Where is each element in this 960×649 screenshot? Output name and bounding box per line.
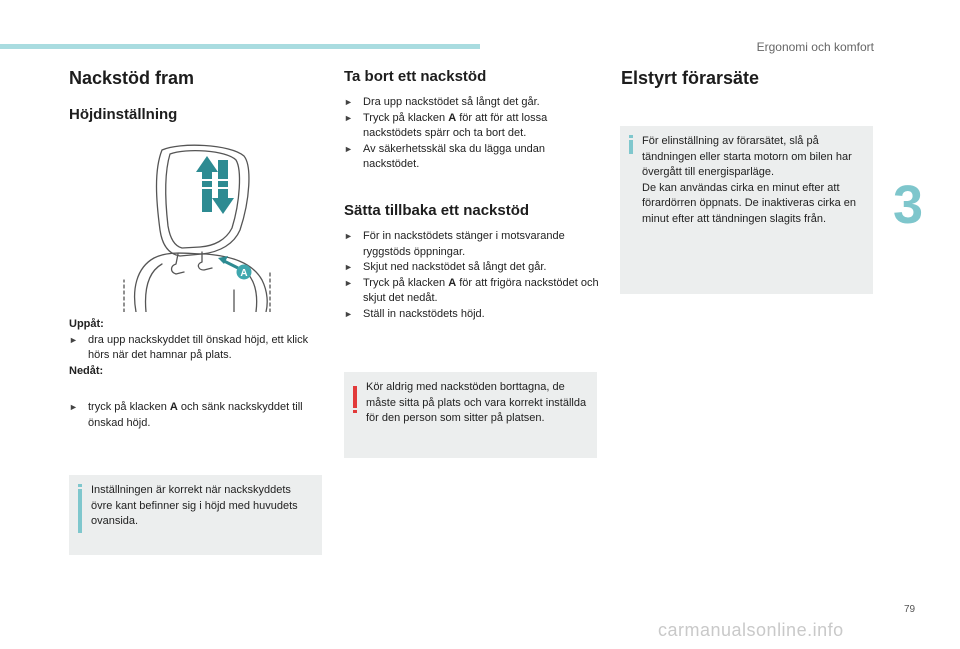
up-instructions [69,317,324,379]
headrest-illustration [110,140,280,312]
arrow-bullet-icon: ► [344,308,353,319]
header-accent-bar [0,44,480,49]
up-label: Uppåt: [69,318,104,330]
arrow-bullet-icon: ► [344,143,353,154]
arrow-bullet-icon: ► [344,231,353,241]
label-a-text: A [240,268,248,279]
arrow-bullet-icon: ► [344,262,353,272]
remove-headrest-title: Ta bort ett nackstöd [344,68,487,85]
height-adjust-subtitle: Höjdinställning [69,106,178,123]
info-icon [629,140,633,154]
arrow-bullet-icon: ► [69,402,78,412]
list-item: ► Skjut ned nackstödet så långt det går. [344,260,599,276]
arrow-bullet-icon: ► [344,97,353,107]
info-note-headrest [69,475,322,555]
warning-note [344,372,597,458]
section-title: Ergonomi och komfort [756,40,874,54]
list-item: ► Ställ in nackstödets höjd. [344,307,599,323]
down-instructions [69,400,324,431]
warning-icon [353,386,357,408]
power-seat-title: Elstyrt förarsäte [621,68,760,88]
arrow-bullet-icon: ► [344,277,353,288]
headrest-post [172,254,185,274]
headrest-title: Nackstöd fram [69,68,195,88]
watermark: carmanualsonline.info [658,620,844,640]
list-item: ► Tryck på klacken A för att för att lossa nackstödets spärr och ta bort det. [344,111,599,142]
list-item: ► Tryck på klacken A för att frigöra nackstödet och skjut det nedåt. [344,276,599,307]
list-item: ► Av säkerhetsskäl ska du lägga undan nackstödet. [344,142,599,173]
refit-steps [344,229,599,322]
remove-steps [344,95,599,173]
page-number: 79 [904,604,916,615]
down-label: Nedåt: [69,364,104,377]
arrow-bullet-icon: ► [344,112,353,123]
warning-note-text: Kör aldrig med nackstöden borttagna, de måste sitta på plats och vara korrekt inställda för den person som sitter på platsen. [366,381,587,424]
arrow-bullet-icon: ► [69,334,78,345]
list-item: ► För in nackstödets stänger i motsvarande ryggstöds öppningar. [344,229,599,260]
list-item: ► Dra upp nackstödet så långt det går. [344,95,599,111]
list-item: ► dra upp nackskyddet till önskad höjd, ett klick hörs när det hamnar på plats. [69,333,324,364]
refit-headrest-title: Sätta tillbaka ett nackstöd [344,202,530,219]
height-arrows-icon [196,156,234,214]
info-note-text: Inställningen är korrekt när nackskyddets övre kant befinner sig i höjd med huvudets ovansida. [91,484,298,527]
info-icon [78,489,82,533]
chapter-number: 3 [893,175,924,235]
info-note-power-seat [620,126,873,294]
list-item: ► tryck på klacken A och sänk nackskyddet till önskad höjd. [69,400,324,431]
info-note-text: För elinställning av förarsätet, slå på tändningen eller starta motorn om bilen har övergått till energisparläge. De kan användas cirka en minut efter att förardörren öppnats. De inaktiveras cirka en minut efter att tändningen slagits från. [642,135,856,225]
